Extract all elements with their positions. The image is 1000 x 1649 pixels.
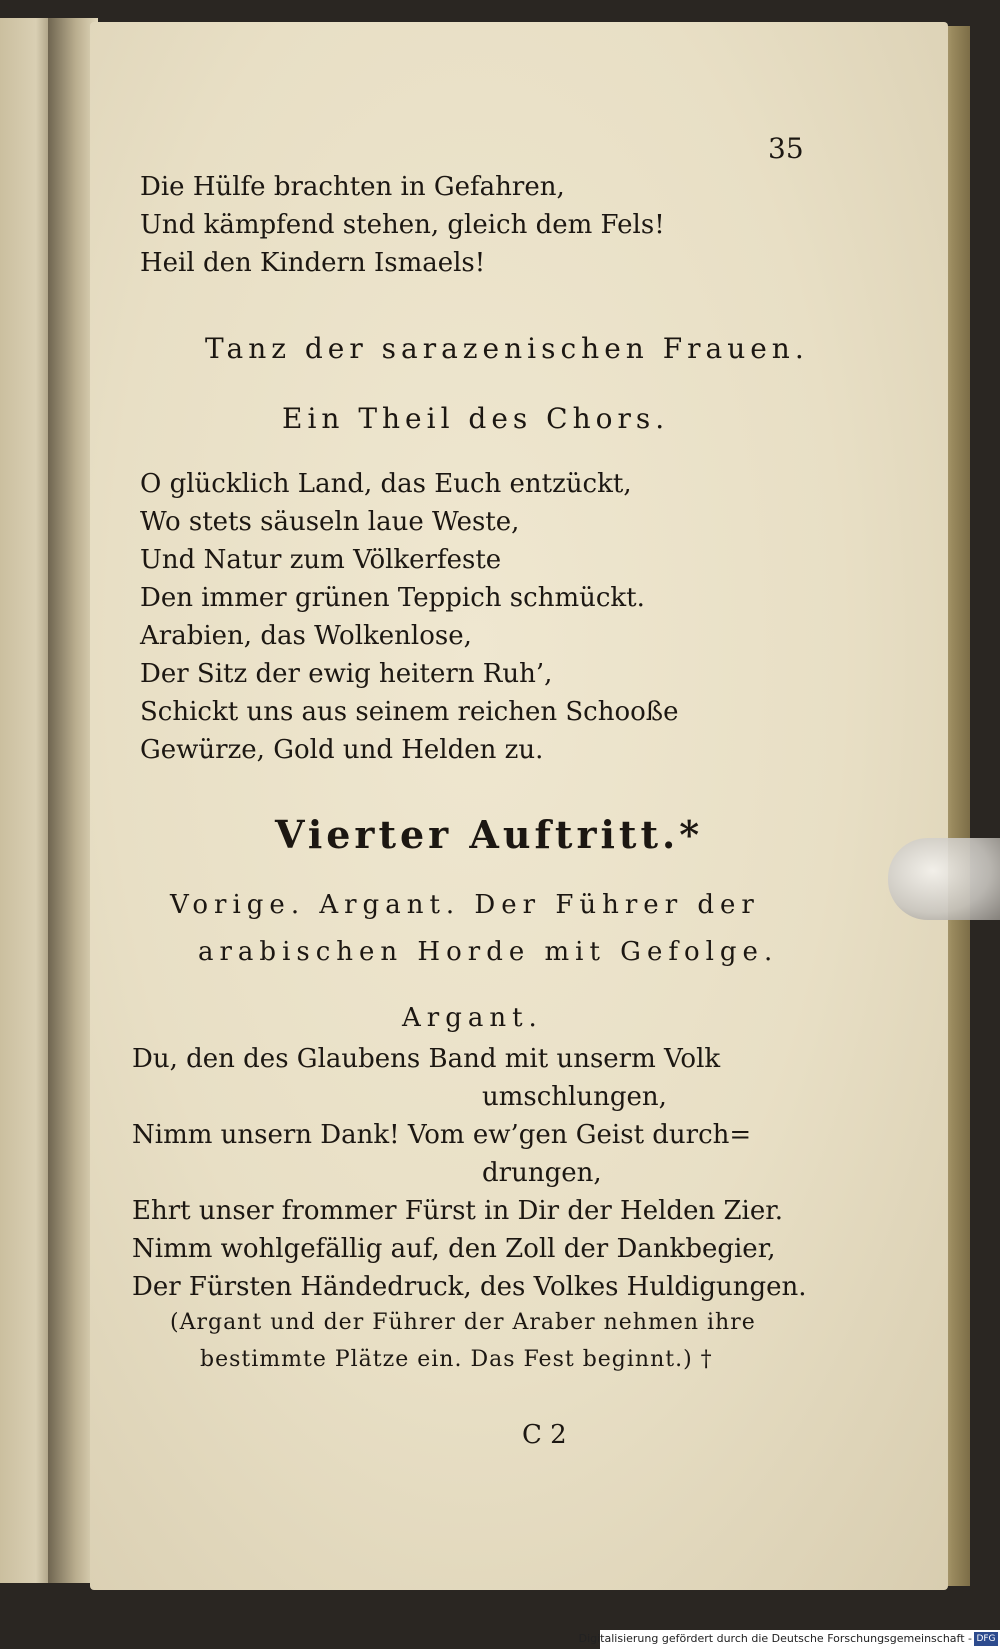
- verse-line: Der Sitz der ewig heitern Ruh’,: [140, 659, 553, 689]
- verse-line: Heil den Kindern Ismaels!: [140, 248, 486, 278]
- verse-line: O glücklich Land, das Euch entzückt,: [140, 469, 632, 499]
- speech-line: Der Fürsten Händedruck, des Volkes Huldigungen.: [132, 1272, 807, 1302]
- speech-line: drungen,: [482, 1158, 602, 1188]
- speech-line: umschlungen,: [482, 1082, 667, 1112]
- page-number: 35: [768, 132, 804, 165]
- verse-line: Schickt uns aus seinem reichen Schooße: [140, 697, 679, 727]
- verse-chorus: [140, 465, 679, 769]
- dfg-logo: DFG: [974, 1632, 998, 1646]
- scene-heading: Vierter Auftritt.*: [275, 812, 704, 857]
- speech-line: Ehrt unser frommer Fürst in Dir der Helden Zier.: [132, 1196, 784, 1226]
- verse-line: Wo stets säuseln laue Weste,: [140, 507, 520, 537]
- verse-line: Den immer grünen Teppich schmückt.: [140, 583, 645, 613]
- heading-dance: Tanz der sarazenischen Frauen.: [205, 332, 809, 365]
- verse-line: Gewürze, Gold und Helden zu.: [140, 735, 544, 765]
- page-clip: [888, 838, 1000, 920]
- verse-line: Und Natur zum Völkerfeste: [140, 545, 502, 575]
- scene-cast-line: arabischen Horde mit Gefolge.: [198, 937, 779, 967]
- stage-direction-line: (Argant und der Führer der Araber nehmen ihre: [170, 1310, 756, 1335]
- speech-line: Du, den des Glaubens Band mit unserm Volk: [132, 1044, 721, 1074]
- speech-line: Nimm wohlgefällig auf, den Zoll der Dankbegier,: [132, 1234, 776, 1264]
- speaker-name: Argant.: [402, 1003, 543, 1033]
- verse-line: Arabien, das Wolkenlose,: [140, 621, 472, 651]
- signature-mark: C 2: [522, 1420, 567, 1450]
- footer-credit: Digitalisierung gefördert durch die Deutsche Forschungsgemeinschaft -: [578, 1632, 972, 1645]
- verse-line: Und kämpfend stehen, gleich dem Fels!: [140, 210, 665, 240]
- heading-chorus: Ein Theil des Chors.: [282, 402, 670, 435]
- verse-top: [140, 168, 665, 282]
- scene-cast-line: Vorige. Argant. Der Führer der: [170, 890, 760, 920]
- stage-direction-line: bestimmte Plätze ein. Das Fest beginnt.) †: [200, 1347, 713, 1372]
- verse-line: Die Hülfe brachten in Gefahren,: [140, 172, 565, 202]
- speech-line: Nimm unsern Dank! Vom ew’gen Geist durch=: [132, 1120, 752, 1150]
